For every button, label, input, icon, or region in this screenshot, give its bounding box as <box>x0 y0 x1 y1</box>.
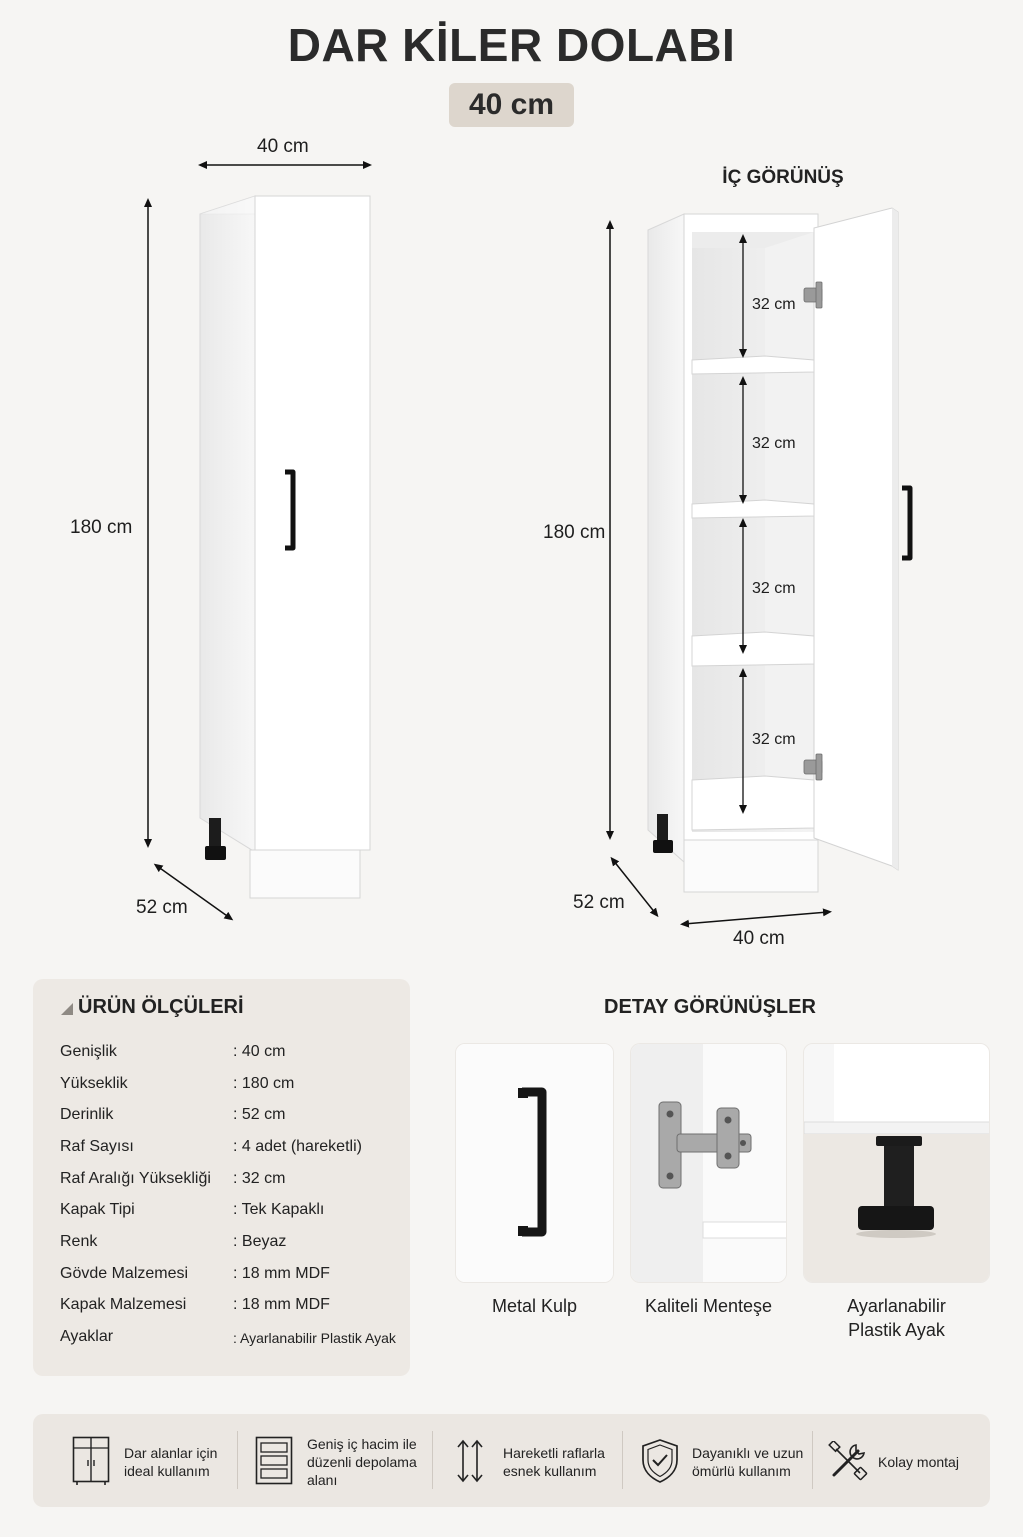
spec-row <box>60 1328 405 1352</box>
adjustable-foot-icon <box>804 1044 990 1283</box>
feature-text <box>692 1444 803 1480</box>
triangle-bullet-icon <box>61 1003 75 1015</box>
spec-row <box>60 1138 405 1162</box>
spec-value: : 18 mm MDF <box>233 1296 330 1313</box>
detail-card-foot <box>803 1043 990 1283</box>
spec-row <box>60 1043 405 1067</box>
spec-value: : 52 cm <box>233 1106 286 1123</box>
feature-text <box>878 1453 959 1471</box>
feature-line: alanı <box>307 1472 338 1488</box>
specs-title: ÜRÜN ÖLÇÜLERİ <box>78 996 244 1018</box>
feature-divider <box>622 1431 623 1489</box>
size-badge: 40 cm <box>449 83 574 127</box>
hinge-icon <box>631 1044 787 1283</box>
shelf-gap-label: 32 cm <box>752 580 796 597</box>
spec-row <box>60 1075 405 1099</box>
spec-key: Renk <box>60 1233 98 1250</box>
spec-key: Genişlik <box>60 1043 117 1060</box>
page-title: DAR KİLER DOLABI <box>287 19 736 71</box>
spec-key: Derinlik <box>60 1106 114 1123</box>
spec-value: : 18 mm MDF <box>233 1265 330 1282</box>
spec-key: Ayaklar <box>60 1328 114 1345</box>
spec-row <box>60 1233 405 1257</box>
detail-card-hinge <box>630 1043 787 1283</box>
detail-caption-line: Plastik Ayak <box>848 1320 945 1340</box>
detail-caption-line: Ayarlanabilir <box>847 1296 946 1316</box>
spec-value: : Beyaz <box>233 1233 287 1250</box>
open-cabinet <box>610 208 910 924</box>
spec-key: Raf Sayısı <box>60 1138 134 1155</box>
closed-width-label: 40 cm <box>257 136 309 157</box>
spec-value: : 32 cm <box>233 1170 286 1187</box>
handle-icon <box>456 1044 614 1283</box>
interior-depth-label: 52 cm <box>573 892 625 913</box>
spec-row <box>60 1265 405 1289</box>
feature-line: ideal kullanım <box>124 1463 210 1479</box>
spec-key: Yükseklik <box>60 1075 128 1092</box>
spec-key: Raf Aralığı Yüksekliği <box>60 1170 211 1187</box>
feature-line: ömürlü kullanım <box>692 1463 791 1479</box>
spec-value: : 4 adet (hareketli) <box>233 1138 362 1155</box>
feature-divider <box>812 1431 813 1489</box>
feature-line: Dar alanlar için <box>124 1445 218 1461</box>
spec-value: : 180 cm <box>233 1075 295 1092</box>
updown-arrows-icon <box>455 1438 485 1484</box>
feature-line: esnek kullanım <box>503 1463 597 1479</box>
feature-line: Kolay montaj <box>878 1454 959 1470</box>
interior-width-label: 40 cm <box>733 928 785 949</box>
closed-cabinet <box>148 165 370 918</box>
details-title: DETAY GÖRÜNÜŞLER <box>604 996 816 1018</box>
cabinet-icon <box>72 1436 110 1486</box>
feature-divider <box>432 1431 433 1489</box>
spec-key: Gövde Malzemesi <box>60 1265 189 1282</box>
shelf-gap-label: 32 cm <box>752 296 796 313</box>
shelf-gap-label: 32 cm <box>752 731 796 748</box>
shelves-icon <box>255 1436 293 1486</box>
feature-divider <box>237 1431 238 1489</box>
tools-icon <box>828 1441 868 1481</box>
spec-row <box>60 1106 405 1130</box>
feature-line: Hareketli raflarla <box>503 1445 605 1461</box>
spec-key: Kapak Tipi <box>60 1201 135 1218</box>
detail-caption: Metal Kulp <box>491 1296 578 1316</box>
spec-row <box>60 1296 405 1320</box>
spec-value: : Ayarlanabilir Plastik Ayak <box>233 1330 396 1346</box>
closed-depth-label: 52 cm <box>136 897 188 918</box>
detail-card-handle <box>455 1043 614 1283</box>
spec-value: : Tek Kapaklı <box>233 1201 325 1218</box>
interior-view-title: İÇ GÖRÜNÜŞ <box>722 167 844 188</box>
spec-row <box>60 1170 405 1194</box>
closed-height-label: 180 cm <box>70 517 133 538</box>
feature-line: Geniş iç hacim ile <box>307 1436 417 1452</box>
spec-value: : 40 cm <box>233 1043 286 1060</box>
feature-line: Dayanıklı ve uzun <box>692 1445 804 1461</box>
feature-line: düzenli depolama <box>307 1454 417 1470</box>
shield-check-icon <box>640 1438 680 1484</box>
interior-height-label: 180 cm <box>543 522 606 543</box>
spec-key: Kapak Malzemesi <box>60 1296 187 1313</box>
detail-caption <box>803 1294 990 1342</box>
feature-text <box>124 1444 217 1480</box>
detail-caption: Kaliteli Menteşe <box>644 1296 773 1316</box>
shelf-gap-label: 32 cm <box>752 435 796 452</box>
feature-text <box>307 1435 417 1489</box>
feature-text <box>503 1444 605 1480</box>
spec-row <box>60 1201 405 1225</box>
